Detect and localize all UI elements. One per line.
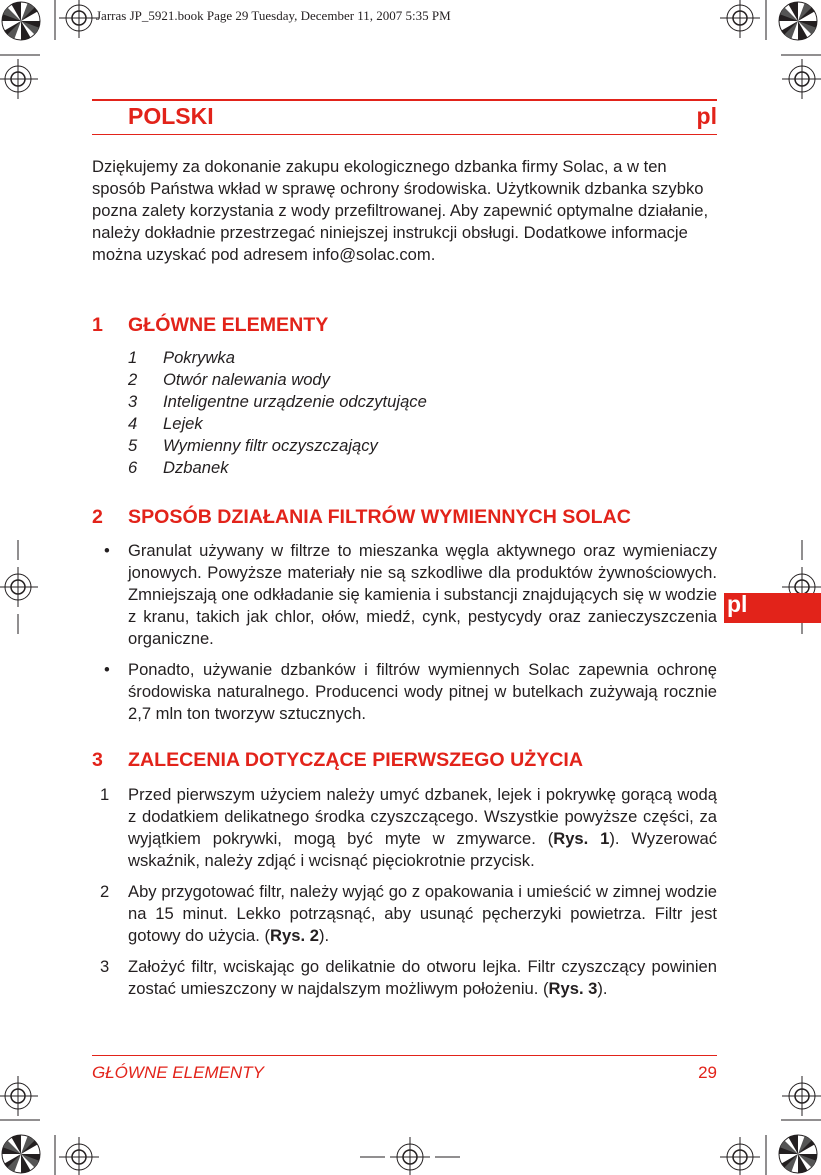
list-item xyxy=(100,956,717,1000)
list-item xyxy=(100,784,717,872)
starburst-bottom-right xyxy=(779,1135,817,1173)
item-number: 2 xyxy=(128,370,138,389)
language-title: POLSKI xyxy=(128,103,214,129)
item-label: Otwór nalewania wody xyxy=(163,370,330,389)
intro-paragraph: Dziękujemy za dokonanie zakupu ekologicznego dzbanka firmy Solac, a w ten sposób Państwa wkład w sprawę ochrony środowiska. Użytkownik dzbanka szybko pozna zalety korzystania z wody przefiltrowanej. Aby zapewnić optymalne działanie, należy dokładnie przestrzegać niniejszej instrukcji obsługi. Dodatkowe informacje można uzyskać pod adresem info@solac.com. xyxy=(92,157,709,264)
figure-ref: Rys. 2 xyxy=(270,926,319,945)
step-text: Aby przygotować filtr, należy wyjąć go z opakowania i umieścić w zimnej wodzie na 15 minut. Lekko potrząsnąć, aby usunąć pęcherzyki powietrza. Filtr jest gotowy do użycia. ( xyxy=(128,882,717,945)
list-item xyxy=(128,369,427,391)
bullet-mark: • xyxy=(104,541,110,560)
filter-bullet-list xyxy=(104,540,717,725)
registration-mark xyxy=(0,59,38,99)
item-label: Pokrywka xyxy=(163,348,235,367)
list-item xyxy=(128,435,427,457)
registration-mark xyxy=(0,1076,38,1116)
section-heading xyxy=(92,506,631,529)
list-item xyxy=(128,413,427,435)
starburst-top-left xyxy=(2,2,40,40)
item-number: 1 xyxy=(128,348,138,367)
figure-ref: Rys. 3 xyxy=(548,979,598,998)
item-number: 4 xyxy=(128,414,138,433)
item-number: 5 xyxy=(128,436,138,455)
section-title: ZALECENIA DOTYCZĄCE PIERWSZEGO UŻYCIA xyxy=(128,749,584,771)
bullet-mark: • xyxy=(104,660,110,679)
registration-mark xyxy=(59,0,99,38)
registration-mark xyxy=(0,567,38,607)
item-text: Granulat używany w filtrze to mieszanka węgla aktywnego oraz wymieniaczy jonowych. Powyższe materiały nie są szkodliwe dla produktów żywnościowych. Zmniejszają one odkładanie się kamienia i substancji znajdujących się w wodzie z kranu, takich jak chlor, ołów, miedź, cynk, pestycydy oraz zanieczyszczenia organiczne. xyxy=(128,541,717,648)
section-number: 1 xyxy=(92,314,103,336)
list-item xyxy=(128,457,427,479)
step-text-end: ). Wyzerować wskaźnik, należy zdjąć i wcisnąć pięciokrotnie przycisk. xyxy=(128,829,717,870)
registration-mark xyxy=(59,1137,99,1175)
registration-mark xyxy=(720,0,760,38)
step-number: 3 xyxy=(100,957,110,976)
language-code: pl xyxy=(696,103,717,129)
registration-mark xyxy=(390,1137,430,1175)
step-number: 1 xyxy=(100,785,110,804)
section-title: SPOSÓB DZIAŁANIA FILTRÓW WYMIENNYCH SOLAC xyxy=(128,506,631,528)
list-item xyxy=(104,540,717,650)
figure-ref: Rys. 1 xyxy=(553,829,610,848)
page-number: 29 xyxy=(698,1063,717,1082)
section-number: 3 xyxy=(92,749,103,771)
section-heading xyxy=(92,314,328,337)
list-item xyxy=(104,659,717,725)
step-number: 2 xyxy=(100,882,110,901)
section-number: 2 xyxy=(92,506,103,528)
item-number: 3 xyxy=(128,392,138,411)
list-item xyxy=(100,881,717,947)
step-text-end: ). xyxy=(597,979,608,998)
item-text: Ponadto, używanie dzbanków i filtrów wymiennych Solac zapewnia ochronę środowiska naturalnego. Producenci wody pitnej w butelkach zużywają rocznie 2,7 mln ton tworzyw sztucznych. xyxy=(128,660,717,723)
step-text-end: ). xyxy=(318,926,330,945)
item-number: 6 xyxy=(128,458,138,477)
footer-section-title: GŁÓWNE ELEMENTY xyxy=(92,1063,264,1082)
step-text: Założyć filtr, wciskając go delikatnie do otworu lejka. Filtr czyszczący powinien zostać umieszczony w najdalszym możliwym położeniu. ( xyxy=(128,957,717,998)
header-rule-top xyxy=(92,99,717,101)
item-label: Inteligentne urządzenie odczytujące xyxy=(163,392,427,411)
item-label: Lejek xyxy=(163,414,203,433)
header-rule-bottom xyxy=(92,134,717,135)
registration-mark xyxy=(782,59,821,99)
registration-mark xyxy=(782,1076,821,1116)
starburst-bottom-left xyxy=(2,1135,40,1173)
list-item xyxy=(128,347,427,369)
starburst-top-right xyxy=(779,2,817,40)
item-label: Wymienny filtr oczyszczający xyxy=(163,436,378,455)
step-text: Przed pierwszym użyciem należy umyć dzbanek, lejek i pokrywkę gorącą wodą z dodatkiem delikatnego środka czyszczącego. Wszystkie powyższe części, za wyjątkiem pokrywki, mogą być myte w zmywarce. ( xyxy=(128,785,717,848)
first-use-steps xyxy=(100,784,717,1000)
footer-rule xyxy=(92,1055,717,1056)
section-title: GŁÓWNE ELEMENTY xyxy=(128,314,329,336)
item-label: Dzbanek xyxy=(163,458,229,477)
list-item xyxy=(128,391,427,413)
language-side-tab xyxy=(724,593,821,623)
section-heading xyxy=(92,749,583,772)
side-tab-label: pl xyxy=(727,591,748,617)
print-slug: Jarras JP_5921.book Page 29 Tuesday, December 11, 2007 5:35 PM xyxy=(96,8,451,23)
parts-list xyxy=(128,347,427,479)
registration-mark xyxy=(720,1137,760,1175)
